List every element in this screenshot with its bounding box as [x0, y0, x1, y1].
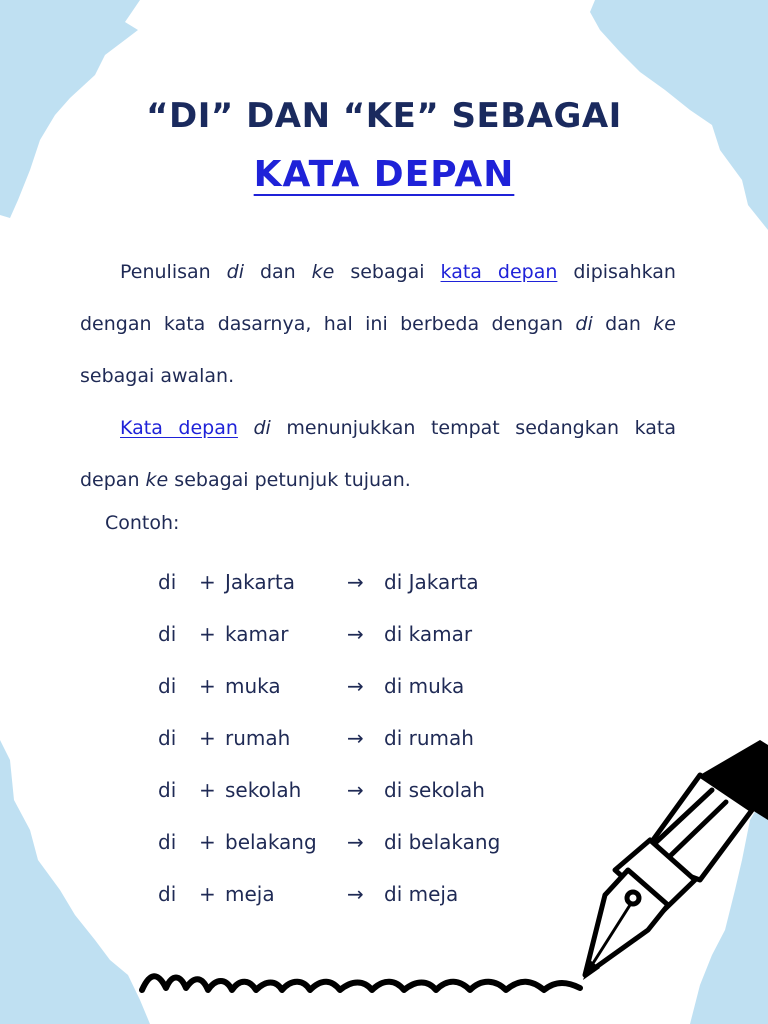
italic-term: di [575, 313, 593, 335]
example-result: di meja [384, 882, 459, 906]
example-base-word: muka [225, 674, 281, 698]
example-prefix: di [158, 674, 177, 698]
example-base-word: kamar [225, 622, 289, 646]
italic-term: di [253, 417, 271, 439]
example-row [0, 570, 768, 610]
example-row [0, 726, 768, 766]
plus-sign: + [199, 674, 216, 698]
italic-term: ke [145, 469, 169, 491]
example-base-word: sekolah [225, 778, 302, 802]
text: sebagai awalan. [80, 365, 235, 387]
example-row [0, 882, 768, 922]
example-result: di rumah [384, 726, 474, 750]
example-result: di sekolah [384, 778, 485, 802]
italic-term: ke [311, 261, 335, 283]
plus-sign: + [199, 622, 216, 646]
example-prefix: di [158, 622, 177, 646]
plus-sign: + [199, 882, 216, 906]
text: dipisahkan dengan kata dasarnya, hal ini berbeda dengan [80, 261, 676, 335]
text: dan [605, 313, 641, 335]
plus-sign: + [199, 830, 216, 854]
paragraph-2 [80, 402, 676, 506]
arrow-right-icon: → [347, 622, 364, 646]
example-row [0, 830, 768, 870]
example-result: di belakang [384, 830, 501, 854]
examples-label: Contoh: [105, 512, 180, 534]
page-title: “DI” DAN “KE” SEBAGAI [146, 96, 622, 136]
example-base-word: belakang [225, 830, 317, 854]
text: sebagai [350, 261, 425, 283]
example-prefix: di [158, 882, 177, 906]
paragraph-1 [80, 246, 676, 402]
example-result: di kamar [384, 622, 473, 646]
example-base-word: meja [225, 882, 275, 906]
page-subtitle [0, 154, 768, 195]
example-row [0, 674, 768, 714]
arrow-right-icon: → [347, 778, 364, 802]
arrow-right-icon: → [347, 882, 364, 906]
plus-sign: + [199, 726, 216, 750]
example-result: di Jakarta [384, 570, 479, 594]
text: sebagai petunjuk tujuan. [174, 469, 411, 491]
example-prefix: di [158, 778, 177, 802]
example-base-word: Jakarta [225, 570, 295, 594]
example-prefix: di [158, 726, 177, 750]
text: Penulisan [120, 261, 211, 283]
italic-term: ke [653, 313, 676, 335]
example-prefix: di [158, 830, 177, 854]
arrow-right-icon: → [347, 674, 364, 698]
example-prefix: di [158, 570, 177, 594]
example-row [0, 778, 768, 818]
arrow-right-icon: → [347, 726, 364, 750]
plus-sign: + [199, 778, 216, 802]
kata-depan-link[interactable]: kata depan [440, 261, 558, 283]
page-subtitle-text: KATA DEPAN [253, 154, 515, 195]
example-row [0, 622, 768, 662]
kata-depan-link-2[interactable]: Kata depan [120, 417, 238, 439]
italic-term: di [226, 261, 244, 283]
text: dan [259, 261, 296, 283]
example-base-word: rumah [225, 726, 291, 750]
text: menunjukkan tempat sedangkan kata depan [80, 417, 677, 491]
plus-sign: + [199, 570, 216, 594]
arrow-right-icon: → [347, 570, 364, 594]
arrow-right-icon: → [347, 830, 364, 854]
example-result: di muka [384, 674, 465, 698]
